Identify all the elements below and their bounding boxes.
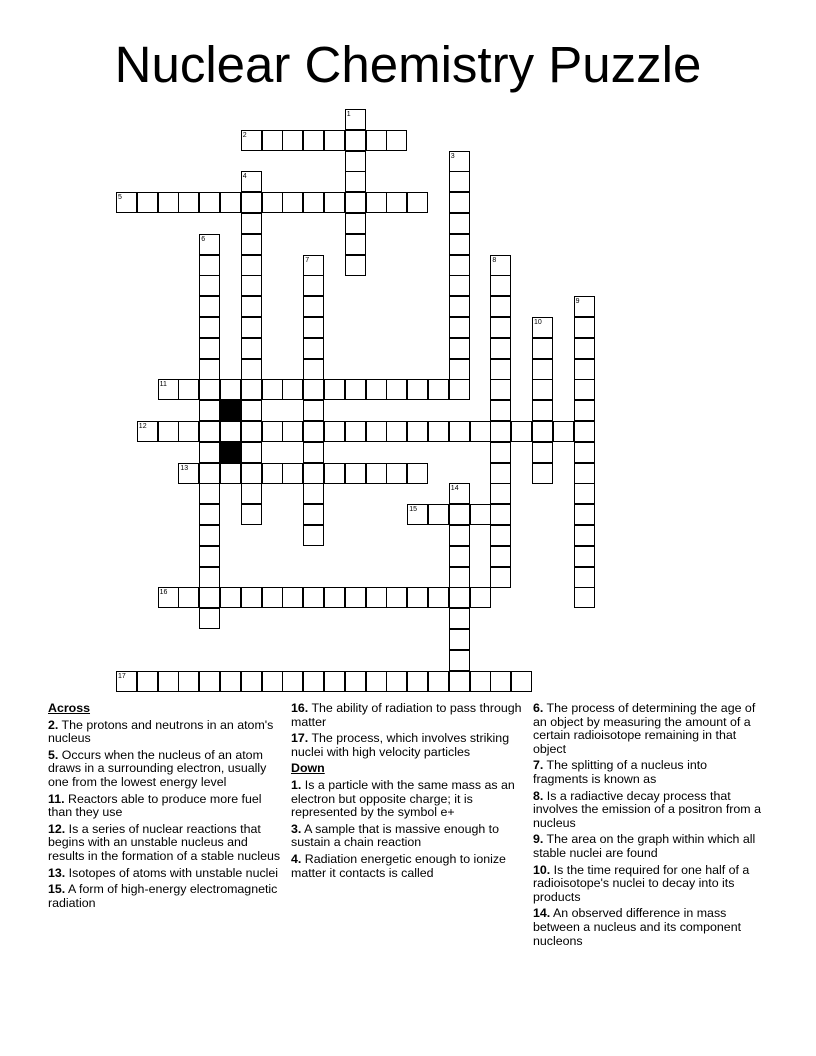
clue-item [533,790,765,831]
clue-text: Is the time required for one half of a radioisotope's nuclei to decay into its products [533,862,750,904]
grid-cell[interactable] [241,483,262,504]
grid-cell[interactable] [282,192,303,213]
grid-cell[interactable] [282,379,303,400]
clue-text: Is a particle with the same mass as an electron but opposite charge; it is represented by the symbol e+ [291,777,515,820]
grid-cell[interactable] [324,130,345,151]
grid-cell[interactable] [220,192,241,213]
grid-cell[interactable] [303,359,324,380]
grid-cell[interactable] [574,338,595,359]
grid-cell[interactable] [178,421,199,442]
grid-cell[interactable] [428,504,449,525]
grid-cell[interactable] [303,483,324,504]
grid-cell[interactable] [490,359,511,380]
grid-cell[interactable] [241,463,262,484]
clue-text: The protons and neutrons in an atom's nucleus [48,717,274,746]
grid-cell[interactable] [470,671,491,692]
grid-cell[interactable] [490,463,511,484]
grid-cell[interactable] [282,463,303,484]
clue-number-label: 13. [48,865,66,880]
grid-cell[interactable] [158,421,179,442]
clue-text: Reactors able to produce more fuel than they use [48,791,262,820]
clue-item [291,702,523,729]
grid-cell[interactable] [449,234,470,255]
grid-cell[interactable] [220,379,241,400]
grid-cell[interactable] [303,317,324,338]
grid-cell[interactable] [386,463,407,484]
grid-cell[interactable] [574,400,595,421]
grid-cell[interactable] [199,255,220,276]
grid-cell[interactable] [199,463,220,484]
grid-cell[interactable] [262,379,283,400]
grid-cell[interactable] [199,379,220,400]
grid-cell[interactable] [386,421,407,442]
clue-number-label: 16. [291,701,309,715]
grid-cell[interactable] [490,671,511,692]
grid-cell[interactable] [241,400,262,421]
grid-cell[interactable] [303,671,324,692]
grid-cell[interactable] [449,421,470,442]
grid-cell[interactable] [490,317,511,338]
grid-cell[interactable] [303,525,324,546]
clue-item [533,907,765,948]
clue-text: Occurs when the nucleus of an atom draws in a surrounding electron, usually one from the lowest energy level [48,747,267,789]
grid-cell[interactable] [470,421,491,442]
grid-cell[interactable] [386,587,407,608]
grid-cell[interactable] [241,504,262,525]
grid-cell[interactable] [428,421,449,442]
grid-cell[interactable] [449,587,470,608]
grid-cell[interactable] [303,130,324,151]
grid-cell[interactable] [241,671,262,692]
grid-cell[interactable] [345,192,366,213]
grid-cell[interactable] [178,587,199,608]
clue-number: 17 [118,672,126,680]
grid-cell[interactable] [220,463,241,484]
grid-cell[interactable] [366,587,387,608]
grid-cell[interactable] [490,275,511,296]
grid-cell[interactable] [574,567,595,588]
grid-cell[interactable] [490,379,511,400]
clue-text: Is a series of nuclear reactions that begins with an unstable nucleus and results in the formation of a stable nucleus [48,821,281,863]
grid-cell[interactable] [137,671,158,692]
grid-cell[interactable] [428,379,449,400]
clue-item [291,732,523,759]
grid-cell[interactable] [199,671,220,692]
grid-cell[interactable] [303,275,324,296]
grid-cell[interactable] [303,296,324,317]
grid-cell[interactable] [324,463,345,484]
grid-cell[interactable] [262,421,283,442]
grid-cell[interactable] [158,192,179,213]
grid-cell[interactable] [178,192,199,213]
grid-cell[interactable] [490,296,511,317]
clue-text: The splitting of a nucleus into fragments is known as [533,758,708,786]
clue-item [533,864,765,905]
grid-cell[interactable] [366,463,387,484]
grid-cell[interactable] [199,504,220,525]
grid-cell[interactable] [532,442,553,463]
grid-cell[interactable] [449,629,470,650]
grid-cell[interactable] [449,379,470,400]
grid-cell[interactable] [262,671,283,692]
grid-cell[interactable] [449,567,470,588]
grid-cell[interactable] [241,379,262,400]
clue-number: 2 [242,131,247,139]
grid-cell[interactable] [324,379,345,400]
page-title: Nuclear Chemistry Puzzle [114,36,702,93]
grid-cell[interactable] [241,359,262,380]
grid-cell[interactable] [449,359,470,380]
clue-item [291,823,523,850]
grid-cell[interactable] [574,504,595,525]
grid-cell[interactable] [262,130,283,151]
clue-text: The process of determining the age of an object by measuring the amount of a certain radioisotope remaining in that object [533,701,756,756]
clue-number-label: 15. [48,882,66,897]
grid-cell[interactable] [428,587,449,608]
clue-number: 13 [180,464,189,472]
grid-cell[interactable] [345,171,366,192]
grid-cell[interactable] [303,442,324,463]
grid-cell[interactable] [490,567,511,588]
grid-cell[interactable] [386,130,407,151]
grid-cell[interactable] [490,338,511,359]
grid-cell[interactable] [199,338,220,359]
clues-column-1 [48,702,284,913]
grid-cell[interactable] [449,296,470,317]
grid-cell[interactable] [449,275,470,296]
grid-cell[interactable] [386,671,407,692]
grid-cell[interactable] [449,546,470,567]
clue-number-label: 4. [291,851,302,866]
grid-cell[interactable] [303,421,324,442]
grid-cell[interactable] [532,421,553,442]
grid-cell[interactable] [241,421,262,442]
clue-text: A sample that is massive enough to sustain a chain reaction [291,821,500,850]
grid-cell[interactable] [428,671,449,692]
clue-item [533,759,765,786]
clue-text: Isotopes of atoms with unstable nuclei [65,865,279,880]
grid-cell[interactable] [574,442,595,463]
grid-cell[interactable] [449,255,470,276]
grid-cell[interactable] [470,587,491,608]
grid-cell[interactable] [282,130,303,151]
clue-number-label: 8. [533,788,544,803]
grid-cell[interactable] [303,504,324,525]
grid-cell[interactable] [220,587,241,608]
grid-cell[interactable] [490,400,511,421]
grid-cell[interactable] [407,379,428,400]
grid-cell[interactable] [490,504,511,525]
grid-cell[interactable] [241,255,262,276]
grid-block [220,400,241,421]
grid-cell[interactable] [449,525,470,546]
grid-cell[interactable] [574,359,595,380]
grid-cell[interactable] [532,463,553,484]
clue-item [48,867,284,881]
clue-number: 10 [534,319,542,326]
clue-item [48,719,284,746]
grid-cell[interactable] [386,192,407,213]
grid-cell[interactable] [324,671,345,692]
grid-cell[interactable] [241,296,262,317]
grid-cell[interactable] [199,296,220,317]
grid-block [220,442,241,463]
clue-item [48,823,284,864]
grid-cell[interactable] [282,587,303,608]
grid-cell[interactable] [282,671,303,692]
clue-number-label: 3. [291,821,302,836]
grid-cell[interactable] [407,463,428,484]
grid-cell[interactable] [241,317,262,338]
grid-cell[interactable] [199,567,220,588]
grid-cell[interactable] [449,671,470,692]
clue-item [533,702,765,756]
clue-number: 6 [201,235,206,243]
grid-cell[interactable] [137,192,158,213]
grid-cell[interactable] [345,587,366,608]
grid-cell[interactable] [449,171,470,192]
grid-cell[interactable] [449,504,470,525]
grid-cell[interactable] [199,525,220,546]
grid-cell[interactable] [574,379,595,400]
clue-text: The process, which involves striking nuclei with high velocity particles [291,731,510,759]
clue-number: 1 [346,111,351,118]
grid-cell[interactable] [470,504,491,525]
clues-column-3 [533,702,765,951]
clues-column-2 [291,702,523,883]
grid-cell[interactable] [532,379,553,400]
grid-cell[interactable] [449,650,470,671]
clue-number: 5 [118,194,122,202]
down-header: Down [291,761,325,776]
grid-cell[interactable] [241,275,262,296]
grid-cell[interactable] [199,587,220,608]
grid-cell[interactable] [199,359,220,380]
grid-cell[interactable] [553,421,574,442]
clue-number-label: 2. [48,717,59,732]
grid-cell[interactable] [366,421,387,442]
grid-cell[interactable] [199,483,220,504]
clue-item [533,833,765,860]
clue-number: 14 [450,485,459,493]
grid-cell[interactable] [345,255,366,276]
grid-cell[interactable] [490,546,511,567]
across-header: Across [48,701,91,715]
grid-cell[interactable] [345,421,366,442]
clue-item [48,749,284,790]
grid-cell[interactable] [407,421,428,442]
grid-cell[interactable] [241,234,262,255]
grid-cell[interactable] [490,421,511,442]
grid-cell[interactable] [220,421,241,442]
grid-cell[interactable] [282,421,303,442]
grid-cell[interactable] [303,379,324,400]
grid-cell[interactable] [241,338,262,359]
grid-cell[interactable] [178,671,199,692]
clue-number-label: 5. [48,747,59,762]
grid-cell[interactable] [574,546,595,567]
grid-cell[interactable] [449,317,470,338]
grid-cell[interactable] [407,587,428,608]
grid-cell[interactable] [407,671,428,692]
clue-text: Radiation energetic enough to ionize matter it contacts is called [291,851,506,880]
grid-cell[interactable] [199,400,220,421]
clue-number-label: 14. [533,906,551,921]
grid-cell[interactable] [241,192,262,213]
clue-number-label: 11. [48,791,65,806]
clue-number-label: 12. [48,821,66,836]
clue-number: 11 [159,381,167,389]
grid-cell[interactable] [199,421,220,442]
grid-cell[interactable] [574,421,595,442]
grid-cell[interactable] [366,130,387,151]
grid-cell[interactable] [303,192,324,213]
grid-cell[interactable] [366,192,387,213]
grid-cell[interactable] [386,379,407,400]
grid-cell[interactable] [532,338,553,359]
clue-number: 8 [492,256,497,264]
clue-text: An observed difference in mass between a nucleus and its component nucleons [533,906,742,948]
clue-number: 4 [242,173,247,181]
grid-cell[interactable] [324,421,345,442]
clue-number: 7 [305,256,310,264]
grid-cell[interactable] [199,317,220,338]
grid-cell[interactable] [241,442,262,463]
grid-cell[interactable] [324,192,345,213]
grid-cell[interactable] [490,483,511,504]
grid-cell[interactable] [574,463,595,484]
grid-cell[interactable] [303,338,324,359]
grid-cell[interactable] [345,379,366,400]
clue-number-label: 9. [533,832,544,847]
grid-cell[interactable] [199,546,220,567]
grid-cell[interactable] [511,421,532,442]
grid-cell[interactable] [262,192,283,213]
grid-cell[interactable] [574,525,595,546]
grid-cell[interactable] [532,359,553,380]
grid-cell[interactable] [303,463,324,484]
grid-cell[interactable] [158,671,179,692]
grid-cell[interactable] [178,379,199,400]
grid-cell[interactable] [449,608,470,629]
clue-item [291,853,523,880]
grid-cell[interactable] [490,442,511,463]
grid-cell[interactable] [262,587,283,608]
grid-cell[interactable] [449,338,470,359]
grid-cell[interactable] [532,400,553,421]
grid-cell[interactable] [241,587,262,608]
grid-cell[interactable] [345,463,366,484]
clue-number-label: 17. [291,731,309,746]
grid-cell[interactable] [449,192,470,213]
clue-text: A form of high-energy electromagnetic radiation [48,882,278,910]
grid-cell[interactable] [574,587,595,608]
clue-number: 12 [138,423,147,430]
clue-number: 15 [409,506,417,514]
grid-cell[interactable] [490,525,511,546]
grid-cell[interactable] [303,587,324,608]
grid-cell[interactable] [407,192,428,213]
clue-text: The area on the graph within which all stable nuclei are found [533,832,756,860]
grid-cell[interactable] [199,192,220,213]
grid-cell[interactable] [345,234,366,255]
grid-cell[interactable] [262,463,283,484]
grid-cell[interactable] [574,483,595,504]
clue-number: 16 [159,589,168,597]
clue-item [291,779,523,820]
clue-number-label: 10. [533,862,551,877]
grid-cell[interactable] [574,317,595,338]
grid-cell[interactable] [511,671,532,692]
clue-text: Is a radiactive decay process that involves the emission of a positron from a nucleus [533,788,761,830]
grid-cell[interactable] [449,213,470,234]
clue-text: The ability of radiation to pass through matter [291,701,522,729]
clue-number-label: 6. [533,701,544,715]
grid-cell[interactable] [303,400,324,421]
grid-cell[interactable] [241,213,262,234]
grid-cell[interactable] [345,671,366,692]
clue-item [48,883,284,910]
grid-cell[interactable] [324,587,345,608]
grid-cell[interactable] [199,442,220,463]
grid-cell[interactable] [366,379,387,400]
clue-number: 9 [575,298,580,306]
grid-cell[interactable] [366,671,387,692]
grid-cell[interactable] [199,275,220,296]
grid-cell[interactable] [345,130,366,151]
grid-cell[interactable] [345,213,366,234]
grid-cell[interactable] [345,151,366,172]
clue-item [48,793,284,820]
clue-number-label: 1. [291,777,302,792]
grid-cell[interactable] [220,671,241,692]
grid-cell[interactable] [199,608,220,629]
clue-number-label: 7. [533,758,544,773]
clue-number: 3 [450,152,455,160]
